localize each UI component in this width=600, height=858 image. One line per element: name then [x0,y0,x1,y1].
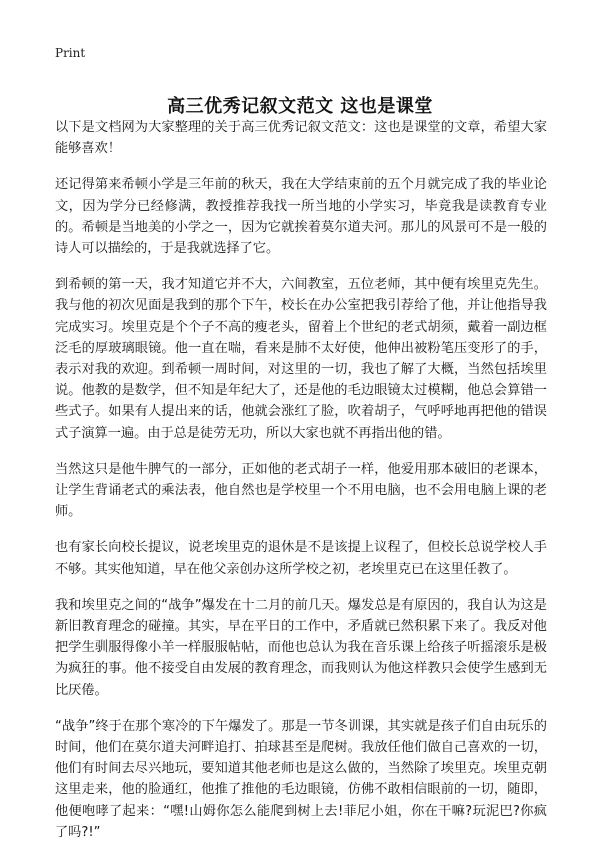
paragraph-3: 当然这只是他牛脾气的一部分，正如他的老式胡子一样，他爱用那本破旧的老课本，让学生背诵老式的乘法表，他自然也是学校里一个不用电脑，也不会用电脑上课的老师。 [55,461,547,520]
article-body [55,117,547,858]
paragraph-6: “战争”终于在那个寒冷的下午爆发了。那是一节冬训课，其实就是孩子们自由玩乐的时间，他们在莫尔道夫河畔追打、拍球甚至是爬树。我放任他们做自己喜欢的一切，他们有时间去尽兴地玩，要知道其他老师也是这么做的，当然除了埃里克。埃里克朝这里走来，他的脸通红，他推了推他的毛边眼镜，仿佛不敢相信眼前的一切，随即，他便咆哮了起来：“嘿!山姆你怎么能爬到树上去!菲尼小姐，你在干嘛?玩泥巴?你疯了吗?!” [55,718,547,840]
page-title: 高三优秀记叙文范文 这也是课堂 [167,96,433,118]
paragraph-1: 还记得第来希顿小学是三年前的秋天，我在大学结束前的五个月就完成了我的毕业论文，因为学分已经修满，教授推荐我找一所当地的小学实习，毕竟我是读教育专业的。希顿是当地美的小学之一，因为它就挨着莫尔道夫河。那儿的风景可不是一般的诗人可以描绘的，于是我就选择了它。 [55,177,547,257]
paragraph-intro: 以下是文档网为大家整理的关于高三优秀记叙文范文：这也是课堂的文章，希望大家能够喜欢！ [55,120,547,157]
print-link[interactable]: Print [55,46,86,60]
paragraph-4: 也有家长向校长提议，说老埃里克的退休是不是该提上议程了，但校长总说学校人手不够。其实他知道，早在他父亲创办这所学校之初，老埃里克已在这里任教了。 [55,540,547,577]
paragraph-5: 我和埃里克之间的“战争”爆发在十二月的前几天。爆发总是有原因的，我自认为这是新旧教育理念的碰撞。其实，早在平日的工作中，矛盾就已然积累下来了。我反对他把学生驯服得像小羊一样服服帖帖，而他也总认为我在音乐课上给孩子听摇滚乐是极为疯狂的事。他不接受自由发展的教育理念，而我则认为他这样教只会使学生感到无比厌倦。 [55,597,547,698]
paragraph-2: 到希顿的第一天，我才知道它并不大，六间教室，五位老师，其中便有埃里克先生。我与他的初次见面是我到的那个下午，校长在办公室把我引荐给了他，并让他指导我完成实习。埃里克是个个子不高的瘦老头，留着上个世纪的老式胡须，戴着一副边框泛毛的厚玻璃眼镜。他一直在喘，看来是肺不太好使，他伸出被粉笔压变形了的手，表示对我的欢迎。到希顿一周时间，对这里的一切，我也了解了大概，当然包括埃里说。他教的是数学，但不知是年纪大了，还是他的毛边眼镜太过模糊，他总会算错一些式子。如果有人提出来的话，他就会涨红了脸，吹着胡子，气呼呼地再把他的错误式子演算一遍。由于总是徒劳无功，所以大家也就不再指出他的错。 [55,277,547,441]
